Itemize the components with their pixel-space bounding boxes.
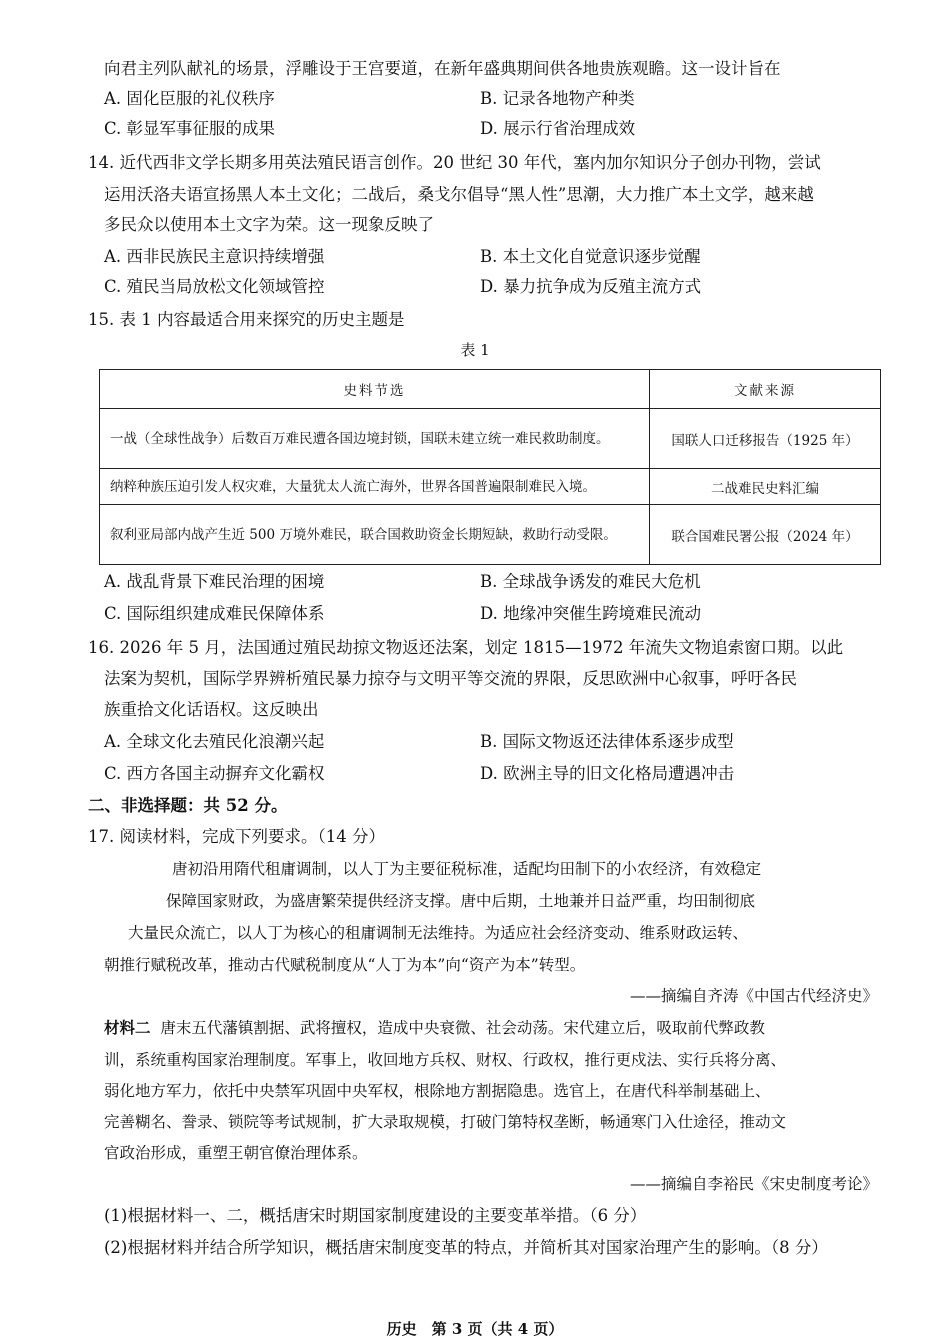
q16-option-c: C. 西方各国主动摒弃文化霸权 <box>104 764 325 783</box>
table-1 <box>99 369 881 565</box>
q16-stem-line3: 族重拾文化话语权。这反映出 <box>104 700 319 719</box>
q15-option-a: A. 战乱背景下难民治理的困境 <box>104 572 325 591</box>
q13-option-b: B. 记录各地物产种类 <box>480 89 635 108</box>
q17-material1-line1: 唐初沿用隋代租庸调制，以人丁为主要征税标准，适配均田制下的小农经济，有效稳定 <box>172 860 762 878</box>
table-cell-source: 联合国难民署公报（2024 年） <box>650 505 881 565</box>
table-cell-fragment: 纳粹种族压迫引发人权灾难，大量犹太人流亡海外，世界各国普遍限制难民入境。 <box>100 469 650 505</box>
q17-material2-line3: 弱化地方军力，依托中央禁军巩固中央军权，根除地方割据隐患。选官上，在唐代科举制基础上、 <box>104 1082 771 1100</box>
table-cell-source: 国联人口迁移报告（1925 年） <box>650 409 881 469</box>
table-row <box>100 505 881 565</box>
table-row <box>100 409 881 469</box>
q14-option-a: A. 西非民族民主意识持续增强 <box>104 247 325 266</box>
q17-stem: 17. 阅读材料，完成下列要求。（14 分） <box>88 827 385 846</box>
q14-stem-line2: 运用沃洛夫语宣扬黑人本土文化；二战后，桑戈尔倡导“黑人性”思潮，大力推广本土文学，越来越 <box>104 185 814 204</box>
q13-option-a: A. 固化臣服的礼仪秩序 <box>104 89 275 108</box>
q16-stem-line2: 法案为契机，国际学界辨析殖民暴力掠夺与文明平等交流的界限，反思欧洲中心叙事，呼吁各民 <box>104 669 797 688</box>
table-caption: 表 1 <box>460 341 490 359</box>
q13-option-c: C. 彰显军事征服的成果 <box>104 119 276 138</box>
q16-option-b: B. 国际文物返还法律体系逐步成型 <box>480 732 734 751</box>
table-cell-fragment: 叙利亚局部内战产生近 500 万境外难民，联合国救助资金长期短缺，救助行动受限。 <box>100 505 650 565</box>
q14-option-d: D. 暴力抗争成为反殖主流方式 <box>480 277 702 296</box>
table-header-source: 文献来源 <box>650 370 881 409</box>
q14-option-b: B. 本土文化自觉意识逐步觉醒 <box>480 247 701 266</box>
q17-requirement-1: (1)根据材料一、二，概括唐宋时期国家制度建设的主要变革举措。（6 分） <box>104 1206 647 1225</box>
q14-stem-line3: 多民众以使用本土文字为荣。这一现象反映了 <box>104 215 434 234</box>
q17-material2-line4: 完善糊名、誊录、锁院等考试规制，扩大录取规模，打破门第特权垄断，畅通寒门入仕途径，推动文 <box>104 1113 787 1131</box>
q17-material2-line5: 官政治形成，重塑王朝官僚治理体系。 <box>104 1144 368 1162</box>
table-header-row <box>100 370 881 409</box>
q14-stem-line1: 14. 近代西非文学长期多用英法殖民语言创作。20 世纪 30 年代，塞内加尔知识分子创办刊物，尝试 <box>88 153 821 172</box>
table-cell-source: 二战难民史料汇编 <box>650 469 881 505</box>
q17-material1-line2: 保障国家财政，为盛唐繁荣提供经济支撑。唐中后期，土地兼并日益严重，均田制彻底 <box>166 892 756 910</box>
q17-material2-source: ——摘编自李裕民《宋史制度考论》 <box>629 1175 878 1193</box>
section-2-heading: 二、非选择题：共 52 分。 <box>88 796 288 815</box>
q15-option-c: C. 国际组织建成难民保障体系 <box>104 604 325 623</box>
page-footer: 历史 第 3 页（共 4 页） <box>386 1320 564 1338</box>
q17-material1-line4: 朝推行赋税改革，推动古代赋税制度从“人丁为本”向“资产为本”转型。 <box>104 956 586 974</box>
q13-option-d: D. 展示行省治理成效 <box>480 119 636 138</box>
q17-material2-line2: 训，系统重构国家治理制度。军事上，收回地方兵权、财权、行政权，推行更戍法、实行兵将分离、 <box>104 1051 787 1069</box>
table-header-fragment: 史料节选 <box>100 370 650 409</box>
material2-label: 材料二 <box>104 1018 151 1037</box>
table-cell-fragment: 一战（全球性战争）后数百万难民遭各国边境封锁，国联未建立统一难民救助制度。 <box>100 409 650 469</box>
q16-option-a: A. 全球文化去殖民化浪潮兴起 <box>104 732 325 751</box>
q14-option-c: C. 殖民当局放松文化领域管控 <box>104 277 325 296</box>
q15-stem: 15. 表 1 内容最适合用来探究的历史主题是 <box>88 310 405 329</box>
q17-material1-source: ——摘编自齐涛《中国古代经济史》 <box>629 987 878 1005</box>
q16-stem-line1: 16. 2026 年 5 月，法国通过殖民劫掠文物返还法案，划定 1815—1972 年流失文物追索窗口期。以此 <box>88 638 844 657</box>
q16-option-d: D. 欧洲主导的旧文化格局遭遇冲击 <box>480 764 735 783</box>
q13-stem-tail: 向君主列队献礼的场景，浮雕设于王宫要道，在新年盛典期间供各地贵族观瞻。这一设计旨在 <box>104 59 781 78</box>
material2-text: 唐末五代藩镇割据、武将擅权，造成中央衰微、社会动荡。宋代建立后，吸取前代弊政教 <box>160 1019 765 1037</box>
table-row <box>100 469 881 505</box>
q17-requirement-2: (2)根据材料并结合所学知识，概括唐宋制度变革的特点，并简析其对国家治理产生的影响。（8 分） <box>104 1238 828 1257</box>
q17-material2-line1 <box>104 1017 765 1039</box>
q15-option-d: D. 地缘冲突催生跨境难民流动 <box>480 604 702 623</box>
q15-option-b: B. 全球战争诱发的难民大危机 <box>480 572 701 591</box>
q17-material1-line3: 大量民众流亡，以人丁为核心的租庸调制无法维持。为适应社会经济变动、维系财政运转、 <box>128 924 749 942</box>
